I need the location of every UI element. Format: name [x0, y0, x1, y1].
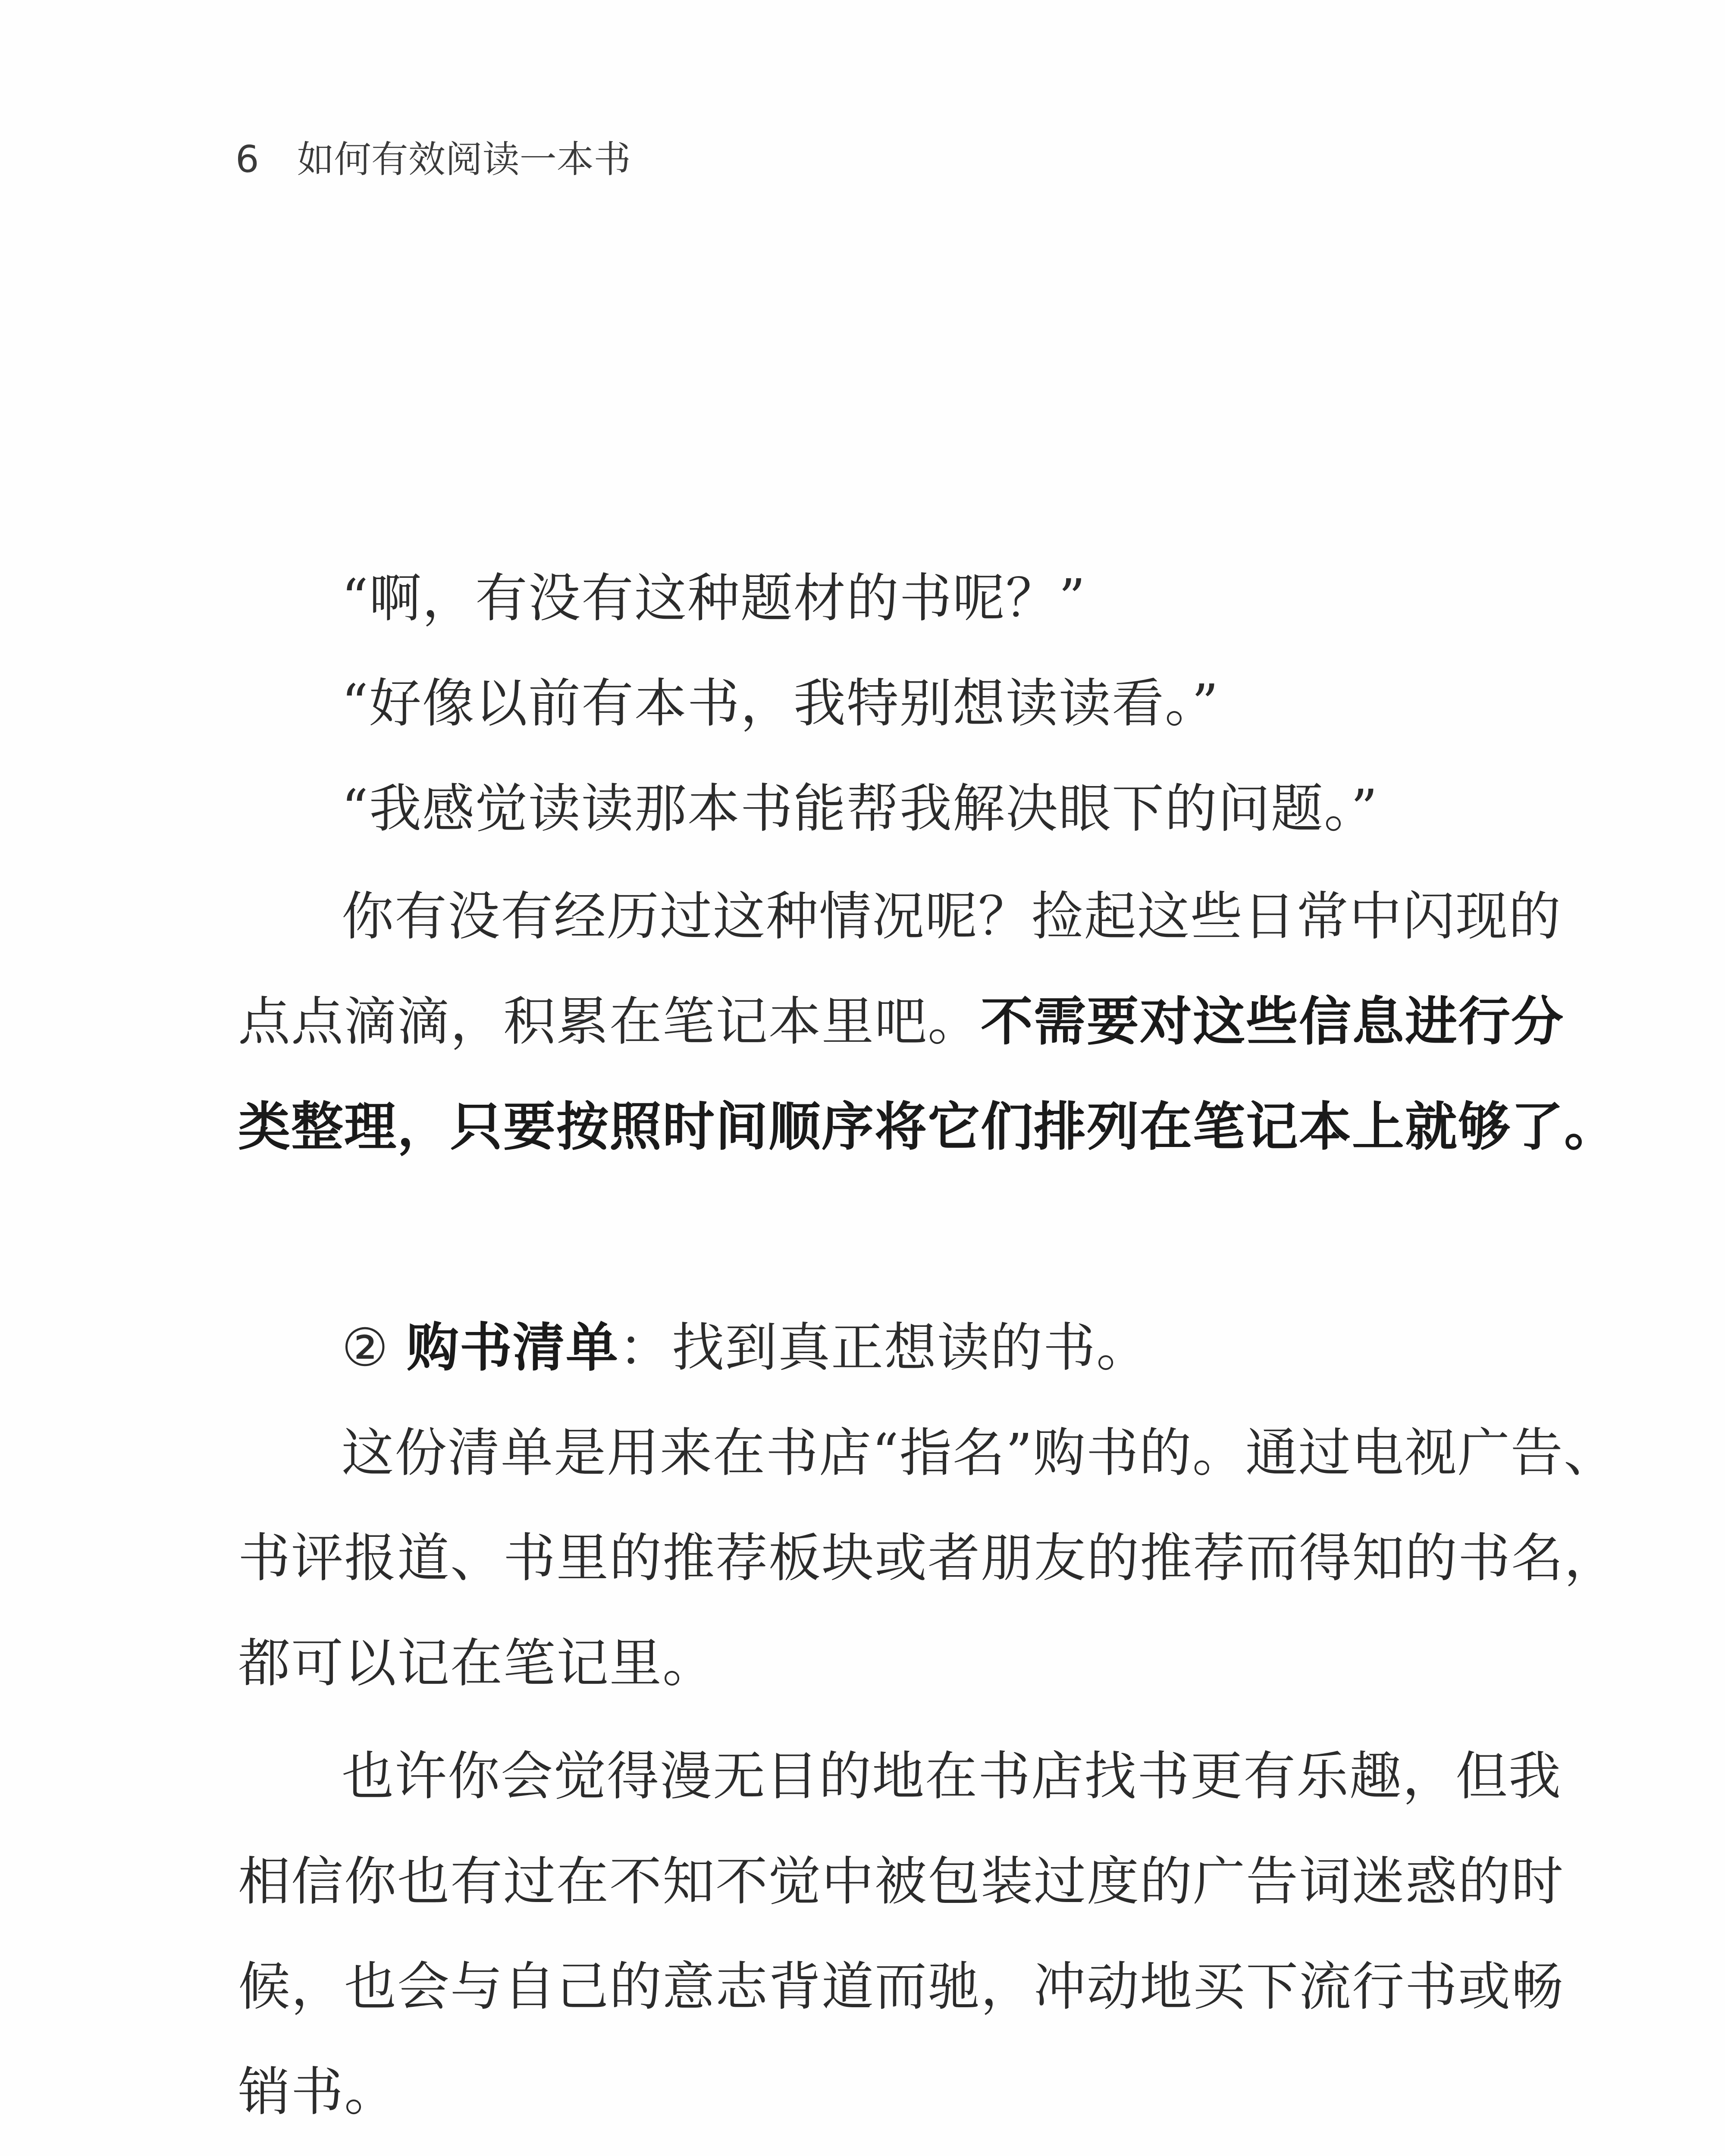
- paragraph-line: 书评报道、书里的推荐板块或者朋友的推荐而得知的书名，: [238, 1528, 1618, 1589]
- paragraph-line: 这份清单是用来在书店“指名”购书的。通过电视广告、: [342, 1423, 1617, 1483]
- quote-line: “我感觉读读那本书能帮我解决眼下的问题。”: [342, 778, 1379, 839]
- emphasis-line: 类整理，只要按照时间顺序将它们排列在笔记本上就够了。: [238, 1097, 1618, 1157]
- paragraph-line: 都可以记在笔记里。: [238, 1633, 716, 1694]
- normal-text: 点点滴滴，积累在笔记本里吧。: [238, 991, 981, 1052]
- paragraph-line: 你有没有经历过这种情况呢？捡起这些日常中闪现的: [342, 886, 1562, 947]
- section-subtitle: ：找到真正想读的书。: [618, 1317, 1149, 1378]
- paragraph-line: 候，也会与自己的意志背道而驰，冲动地买下流行书或畅: [238, 1956, 1565, 2017]
- paragraph-line: [238, 992, 1564, 1052]
- section-heading: [342, 1318, 1149, 1378]
- quote-line: “啊，有没有这种题材的书呢？”: [342, 568, 1086, 629]
- paragraph-line: 销书。: [238, 2062, 398, 2122]
- running-header: [235, 129, 631, 183]
- quote-line: “好像以前有本书，我特别想读读看。”: [342, 673, 1220, 734]
- paragraph-line: 相信你也有过在不知不觉中被包装过度的广告词迷惑的时: [238, 1851, 1565, 1912]
- section-number: ②: [342, 1317, 389, 1378]
- paragraph-line: 也许你会觉得漫无目的地在书店找书更有乐趣，但我: [342, 1746, 1562, 1807]
- emphasis-text: 不需要对这些信息进行分: [981, 991, 1565, 1052]
- page-number: 6: [235, 138, 259, 181]
- book-title: 如何有效阅读一本书: [297, 138, 631, 181]
- section-title: 购书清单: [406, 1317, 619, 1378]
